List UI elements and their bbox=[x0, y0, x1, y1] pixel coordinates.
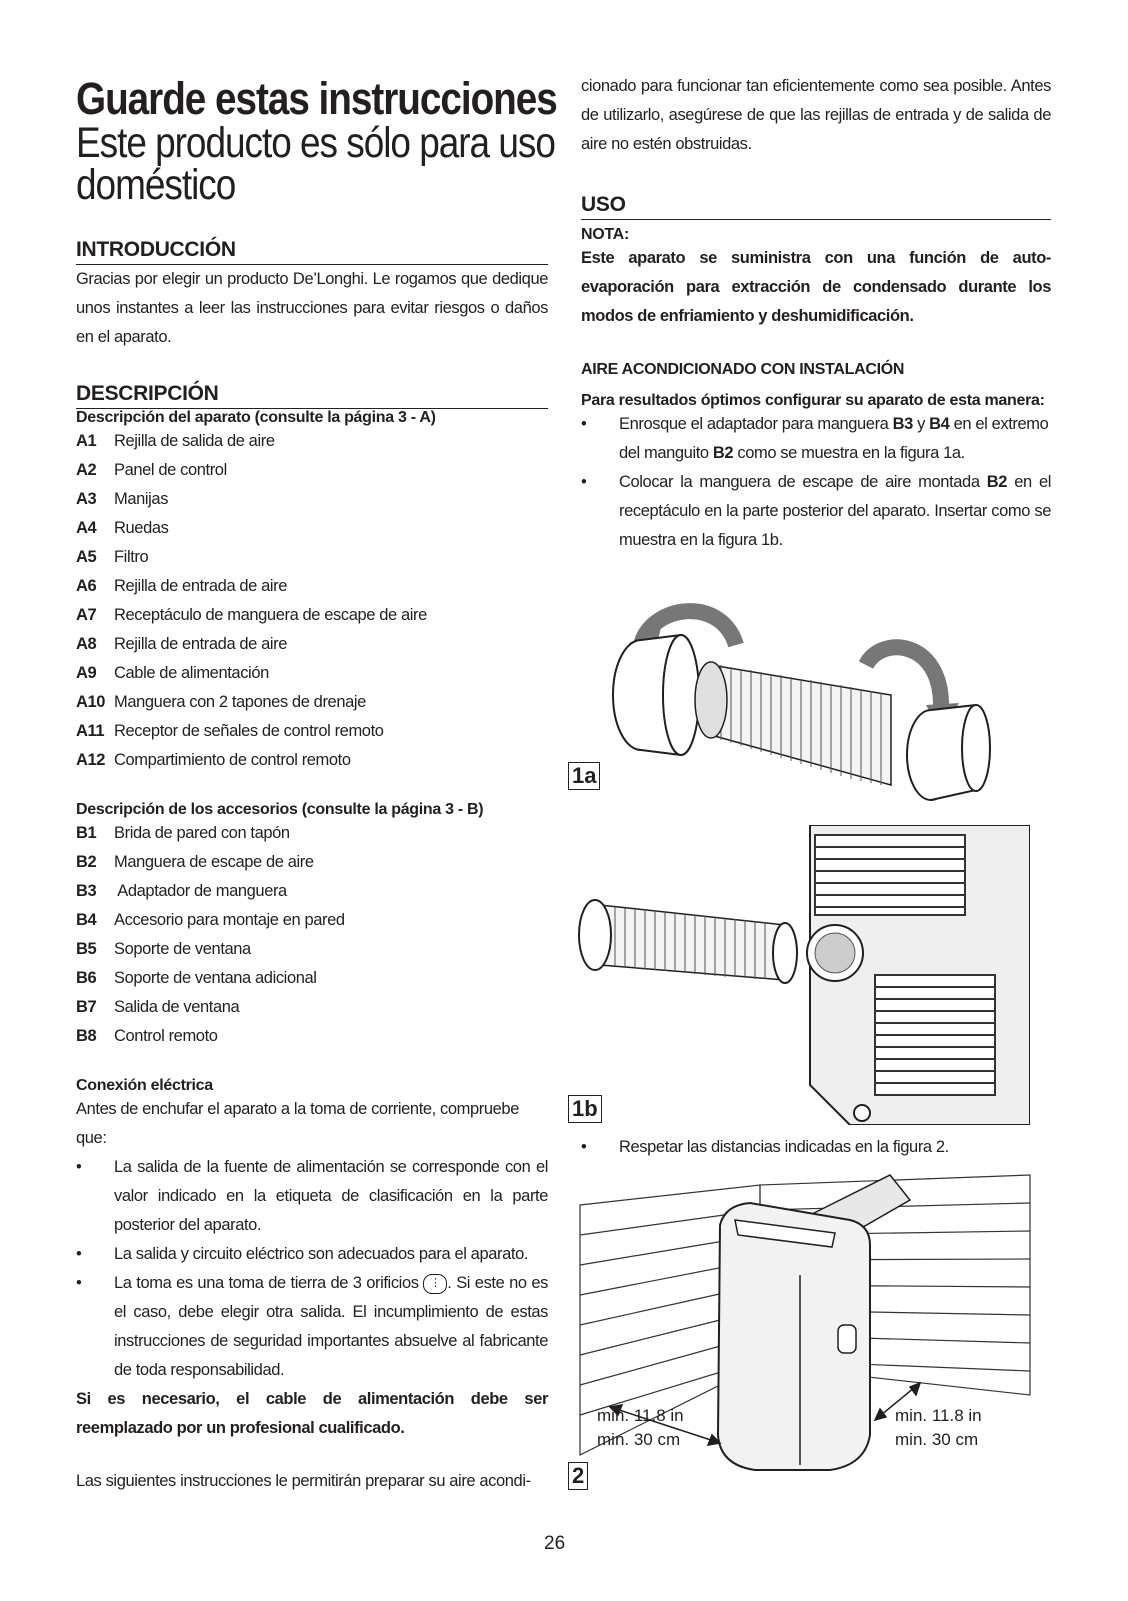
item-code: B5 bbox=[76, 940, 97, 958]
note-label: NOTA: bbox=[581, 226, 629, 243]
list-item bbox=[76, 935, 548, 964]
grounded-outlet-icon: ⋮ bbox=[423, 1274, 447, 1294]
bullet: • bbox=[581, 1138, 587, 1156]
figure-1b-unit-with-hose bbox=[570, 825, 1030, 1125]
list-item bbox=[76, 427, 548, 456]
description-heading: DESCRIPCIÓN bbox=[76, 382, 548, 409]
list-item bbox=[76, 1240, 548, 1269]
item-label: Soporte de ventana adicional bbox=[114, 969, 317, 987]
page-title: Guarde estas instrucciones bbox=[76, 73, 557, 124]
accessories-list bbox=[76, 819, 548, 1051]
item-label: Rejilla de entrada de aire bbox=[114, 635, 288, 653]
list-item bbox=[76, 1022, 548, 1051]
bullet: • bbox=[581, 473, 587, 491]
list-item bbox=[581, 410, 1051, 468]
item-code: B1 bbox=[76, 824, 97, 842]
page-subtitle-line1: Este producto es sólo para uso bbox=[76, 119, 555, 167]
item-code: A7 bbox=[76, 606, 97, 624]
install-bullet-1 bbox=[619, 410, 1051, 468]
item-label: Receptor de señales de control remoto bbox=[114, 722, 384, 740]
exhaust-hose bbox=[579, 900, 797, 983]
appliance-parts-list bbox=[76, 427, 548, 775]
list-item bbox=[76, 819, 548, 848]
item-code: A9 bbox=[76, 664, 97, 682]
text-segment: y bbox=[912, 415, 930, 433]
item-label: Control remoto bbox=[114, 1027, 218, 1045]
electrical-bullet-2: La salida y circuito eléctrico son adecuados para el aparato. bbox=[114, 1245, 529, 1263]
item-label: Salida de ventana bbox=[114, 998, 240, 1016]
item-label: Brida de pared con tapón bbox=[114, 824, 290, 842]
item-label: Manijas bbox=[114, 490, 169, 508]
ref-b4: B4 bbox=[929, 415, 950, 433]
bullet: • bbox=[581, 415, 587, 433]
intro-text: Gracias por elegir un producto De’Longhi. Le rogamos que dedique unos instantes a leer las instrucciones para evitar riesgos o daños en el aparato. bbox=[76, 270, 548, 346]
left-column bbox=[76, 73, 557, 1496]
list-item bbox=[581, 1133, 1041, 1162]
list-item bbox=[76, 964, 548, 993]
item-code: A4 bbox=[76, 519, 97, 537]
electrical-heading: Conexión eléctrica bbox=[76, 1077, 213, 1094]
item-label: Adaptador de manguera bbox=[114, 882, 287, 900]
ref-b2: B2 bbox=[986, 473, 1008, 491]
list-item bbox=[76, 485, 548, 514]
figure-1a-hose-assembly bbox=[581, 585, 1041, 810]
appliance-description-heading: Descripción del aparato (consulte la página 3 - A) bbox=[76, 409, 436, 426]
item-code: A3 bbox=[76, 490, 97, 508]
note-text: Este aparato se suministra con una función de auto-evaporación para extracción de condensado durante los modos de enfriamiento y deshumidificación. bbox=[581, 249, 1051, 325]
bullet: • bbox=[76, 1245, 82, 1263]
item-code: A8 bbox=[76, 635, 97, 653]
list-item bbox=[76, 456, 548, 485]
figure-2-label: 2 bbox=[568, 1462, 588, 1490]
air-inlet-grille bbox=[875, 975, 995, 1095]
list-item bbox=[76, 746, 548, 775]
text-segment: Colocar la manguera de escape de aire montada bbox=[619, 473, 987, 491]
list-item bbox=[76, 877, 548, 906]
list-item bbox=[76, 906, 548, 935]
figure-1a-label: 1a bbox=[568, 762, 600, 790]
list-item bbox=[76, 543, 548, 572]
item-code: B8 bbox=[76, 1027, 97, 1045]
item-label: Accesorio para montaje en pared bbox=[114, 911, 345, 929]
closing-text: Las siguientes instrucciones le permitirán preparar su aire acondi- bbox=[76, 1472, 531, 1490]
item-code: A12 bbox=[76, 751, 106, 769]
item-label: Receptáculo de manguera de escape de aire bbox=[114, 606, 427, 624]
accessories-description-heading: Descripción de los accesorios (consulte la página 3 - B) bbox=[76, 801, 484, 818]
clearance-left-inches: min. 11.8 in bbox=[597, 1406, 684, 1425]
item-label: Cable de alimentación bbox=[114, 664, 269, 682]
item-code: B7 bbox=[76, 998, 97, 1016]
item-label: Filtro bbox=[114, 548, 149, 566]
item-label: Compartimiento de control remoto bbox=[114, 751, 351, 769]
intro-heading: INTRODUCCIÓN bbox=[76, 238, 548, 265]
bullet-3-text-a: La toma es una toma de tierra de 3 orificios bbox=[114, 1274, 424, 1292]
list-item bbox=[76, 1153, 548, 1240]
uso-heading: USO bbox=[581, 193, 1051, 220]
list-item bbox=[76, 993, 548, 1022]
text-segment: Enrosque el adaptador para manguera bbox=[619, 415, 893, 433]
page-number: 26 bbox=[544, 1533, 566, 1554]
list-item bbox=[76, 514, 548, 543]
list-item bbox=[76, 848, 548, 877]
air-outlet-grille bbox=[815, 835, 965, 915]
list-item bbox=[76, 659, 548, 688]
item-label: Rejilla de entrada de aire bbox=[114, 577, 288, 595]
right-column bbox=[581, 72, 1051, 555]
text-segment: como se muestra en la figura 1a. bbox=[733, 444, 965, 462]
electrical-bullet-3 bbox=[114, 1269, 548, 1385]
list-item bbox=[76, 688, 548, 717]
clearance-left-cm: min. 30 cm bbox=[597, 1430, 681, 1449]
right-intro-text: cionado para funcionar tan eficientemente como sea posible. Antes de utilizarlo, asegúrese de que las rejillas de entrada y de salida de aire no estén obstruidas. bbox=[581, 77, 1051, 153]
list-item bbox=[581, 468, 1051, 555]
item-label: Ruedas bbox=[114, 519, 169, 537]
electrical-bullet-1: La salida de la fuente de alimentación se corresponde con el valor indicado en la etiqueta de clasificación en la parte posterior del aparato. bbox=[114, 1158, 548, 1234]
install-heading: AIRE ACONDICIONADO CON INSTALACIÓN bbox=[581, 361, 905, 378]
item-code: A5 bbox=[76, 548, 97, 566]
electrical-intro: Antes de enchufar el aparato a la toma de corriente, compruebe que: bbox=[76, 1100, 519, 1147]
bullet: • bbox=[76, 1274, 82, 1292]
list-item bbox=[76, 601, 548, 630]
clearance-right-cm: min. 30 cm bbox=[895, 1430, 979, 1449]
figure-label-2 bbox=[568, 1462, 588, 1490]
item-code: A6 bbox=[76, 577, 97, 595]
clearance-right-inches: min. 11.8 in bbox=[895, 1406, 982, 1425]
figure-1b-label: 1b bbox=[568, 1095, 602, 1123]
item-label: Manguera de escape de aire bbox=[114, 853, 314, 871]
electrical-warning: Si es necesario, el cable de alimentación debe ser reemplazado por un profesional cualificado. bbox=[76, 1390, 548, 1437]
exhaust-hose-b2 bbox=[695, 662, 891, 785]
wheel-icon bbox=[854, 1105, 870, 1121]
item-label: Soporte de ventana bbox=[114, 940, 251, 958]
install-bullet-3: Respetar las distancias indicadas en la figura 2. bbox=[619, 1138, 949, 1156]
list-item bbox=[76, 572, 548, 601]
text-segment: en el receptáculo en la parte posterior del aparato. Insertar como se muestra en la figura 1b. bbox=[619, 473, 1051, 549]
item-code: A11 bbox=[76, 722, 105, 740]
item-label: Manguera con 2 tapones de drenaje bbox=[114, 693, 366, 711]
item-code: A2 bbox=[76, 461, 97, 479]
figure-label-1a bbox=[568, 762, 600, 790]
install-intro: Para resultados óptimos configurar su aparato de esta manera: bbox=[581, 392, 1045, 409]
list-item bbox=[76, 1269, 548, 1385]
page-subtitle-line2: doméstico bbox=[76, 161, 236, 209]
item-code: B3 bbox=[76, 882, 97, 900]
item-label: Rejilla de salida de aire bbox=[114, 432, 275, 450]
text-segment: en el extremo del manguito bbox=[619, 415, 1049, 462]
list-item bbox=[76, 717, 548, 746]
item-code: A1 bbox=[76, 432, 97, 450]
item-code: A10 bbox=[76, 693, 106, 711]
ref-b3: B3 bbox=[892, 415, 913, 433]
ref-b2: B2 bbox=[712, 444, 734, 462]
item-code: B4 bbox=[76, 911, 97, 929]
install-bullet-2 bbox=[619, 468, 1051, 555]
bullet-3-text-b: . Si este no es el caso, debe elegir otra salida. El incumplimiento de estas instrucciones de seguridad importantes absuelve al fabricante de toda responsabilidad. bbox=[114, 1274, 549, 1379]
figure-label-1b bbox=[568, 1095, 602, 1123]
item-label: Panel de control bbox=[114, 461, 227, 479]
item-code: B2 bbox=[76, 853, 97, 871]
list-item bbox=[76, 630, 548, 659]
item-code: B6 bbox=[76, 969, 97, 987]
bullet: • bbox=[76, 1158, 82, 1176]
